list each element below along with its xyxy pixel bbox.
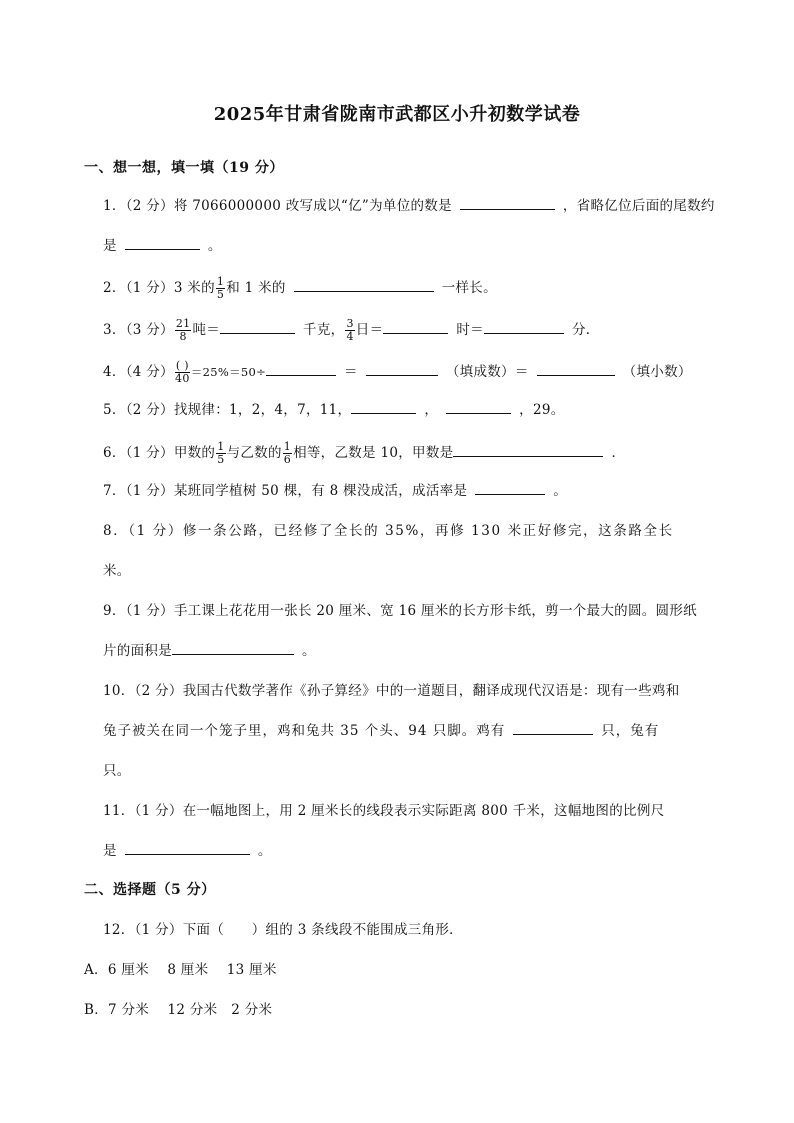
fraction: $\frac{3}{4}$ — [346, 317, 354, 343]
answer-blank[interactable] — [125, 853, 250, 855]
question-text: 兔子被关在同一个笼子里，鸡和兔共 35 个头、94 只脚。鸡有 — [103, 723, 506, 739]
question-text: 。 — [207, 238, 222, 254]
question-text: 。 — [302, 643, 316, 659]
option-a[interactable] — [84, 960, 277, 980]
answer-blank[interactable] — [125, 248, 200, 250]
question-9 — [103, 601, 697, 621]
question-text: 是 — [103, 238, 117, 254]
question-8-cont — [103, 561, 131, 581]
answer-blank[interactable] — [513, 733, 593, 735]
answer-blank[interactable] — [266, 374, 336, 376]
question-11-cont — [103, 841, 272, 861]
question-10-cont — [103, 721, 659, 741]
question-text: 吨＝ — [192, 322, 221, 338]
answer-blank[interactable] — [351, 412, 416, 414]
question-10 — [103, 681, 680, 701]
answer-blank[interactable] — [366, 374, 438, 376]
question-text: 时＝ — [456, 322, 484, 338]
question-text: 片的面积是 — [103, 643, 172, 659]
question-text: 是 — [103, 843, 117, 859]
answer-blank[interactable] — [460, 208, 555, 210]
question-1-cont — [103, 236, 222, 256]
fraction: $\frac{21}{8}$ — [175, 317, 191, 343]
question-text: 一样长。 — [441, 280, 497, 296]
question-5 — [103, 400, 565, 420]
question-text: ，省略亿位后面的尾数约 — [562, 198, 715, 214]
question-text: ＝25%＝50÷ — [190, 365, 267, 379]
question-text: ， — [424, 402, 439, 418]
answer-blank[interactable] — [453, 455, 603, 457]
answer-blank[interactable] — [475, 493, 545, 495]
question-8 — [103, 521, 674, 541]
question-text: （填成数）＝ — [445, 364, 529, 380]
question-7 — [103, 481, 567, 501]
question-text: 千克， — [303, 322, 345, 338]
question-text: 和 1 米的 — [226, 280, 286, 296]
question-text: 11．（1 分）在一幅地图上，用 2 厘米长的线段表示实际距离 800 千米，这幅地图的比例尺 — [103, 803, 665, 819]
question-10-cont2 — [103, 761, 131, 781]
question-text: 9．（1 分）手工课上花花用一张长 20 厘米、宽 16 厘米的长方形卡纸，剪一个最大的圆。圆形纸 — [103, 603, 697, 619]
option-text: A．6 厘米 8 厘米 13 厘米 — [84, 962, 277, 978]
answer-blank[interactable] — [484, 332, 564, 334]
question-text: 7．（1 分）某班同学植树 50 棵，有 8 棵没成活，成活率是 — [103, 483, 468, 499]
question-text: ． — [611, 445, 626, 461]
question-text: 分． — [571, 322, 600, 338]
question-4 — [103, 360, 692, 385]
question-text: 3．（3 分） — [103, 322, 174, 338]
answer-blank[interactable] — [383, 332, 448, 334]
section-heading: 二、选择题（5 分） — [84, 882, 216, 898]
question-text: ＝ — [344, 364, 358, 380]
question-text: 米。 — [103, 563, 131, 579]
answer-blank[interactable] — [446, 412, 511, 414]
question-9-cont — [103, 641, 316, 661]
answer-blank[interactable] — [220, 332, 295, 334]
answer-blank[interactable] — [294, 290, 434, 292]
fraction: $\frac{( )}{40}$ — [175, 359, 190, 385]
fraction: $\frac{1}{5}$ — [216, 275, 225, 301]
question-text: 12．（1 分）下面（ ）组的 3 条线段不能围成三角形． — [103, 922, 463, 938]
fraction: $\frac{1}{6}$ — [283, 440, 292, 466]
question-text: 8．（1 分）修一条公路，已经修了全长的 35%，再修 130 米正好修完，这条路全长 — [103, 523, 674, 539]
question-text: 只，兔有 — [601, 723, 660, 739]
option-b[interactable] — [84, 1000, 272, 1020]
question-text: 。 — [257, 843, 272, 859]
question-text: 2．（1 分）3 米的 — [103, 280, 215, 296]
question-text: 1．（2 分）将 7066000000 改写成以“亿”为单位的数是 — [103, 198, 452, 214]
question-6 — [103, 441, 625, 466]
question-text: 相等，乙数是 10，甲数是 — [293, 445, 454, 461]
page-title: 2025年甘肃省陇南市武都区小升初数学试卷 — [213, 104, 581, 125]
section-heading: 一、想一想，填一填（19 分） — [84, 160, 284, 176]
fraction: $\frac{1}{5}$ — [217, 440, 225, 466]
option-text: B．7 分米 12 分米 2 分米 — [84, 1002, 273, 1018]
question-text: 日＝ — [355, 322, 384, 338]
answer-blank[interactable] — [537, 374, 615, 376]
question-text: 5．（2 分）找规律：1，2，4，7，11， — [103, 402, 352, 418]
answer-blank[interactable] — [172, 653, 294, 655]
question-1 — [103, 196, 715, 216]
question-text: 6．（1 分）甲数的 — [103, 445, 216, 461]
question-text: 4．（4 分） — [103, 364, 174, 380]
question-text: （填小数） — [622, 364, 692, 380]
question-text: 。 — [553, 483, 568, 499]
question-text: 与乙数的 — [226, 445, 282, 461]
question-text: ，29。 — [519, 402, 565, 418]
question-3 — [103, 318, 600, 343]
question-2 — [103, 276, 497, 301]
question-12 — [103, 920, 463, 940]
question-text: 只。 — [103, 763, 131, 779]
question-text: 10．（2 分）我国古代数学著作《孙子算经》中的一道题目，翻译成现代汉语是：现有一些鸡和 — [103, 683, 680, 699]
question-11 — [103, 801, 664, 821]
